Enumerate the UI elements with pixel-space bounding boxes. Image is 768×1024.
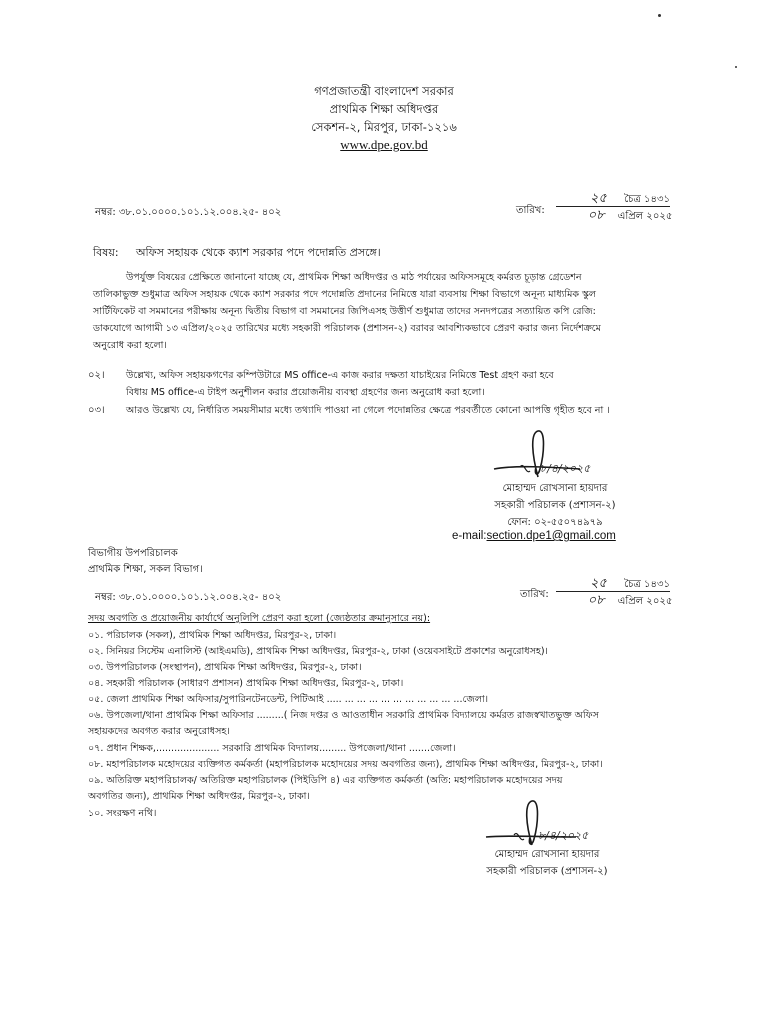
copy-item: ০২. সিনিয়র সিস্টেম এনালিস্ট (আইএমডি), প্রাথমিক শিক্ষা অধিদপ্তর, মিরপুর-২, ঢাকা (ওয়েবসাইটে প্রকাশের অনুরোধসহ)।: [88, 646, 548, 657]
signatory-name-copy: মোহাম্মদ রোখসানা হায়দার: [494, 849, 600, 860]
website-link[interactable]: www.dpe.gov.bd: [340, 137, 428, 152]
memo-number-copy: নম্বর: ৩৮.০১.০০০০.১০১.১২.০০৪.২৫- ৪০২: [95, 592, 282, 603]
item-number: ০২।: [88, 370, 105, 381]
para-line: অনুরোধ করা হলো।: [93, 340, 167, 351]
date-label-copy: তারিখ:: [520, 589, 549, 600]
subject-text: অফিস সহায়ক থেকে ক্যাশ সরকার পদে পদোন্নতি প্রসঙ্গে।: [136, 246, 381, 259]
recipient-line-2: প্রাথমিক শিক্ষা, সকল বিভাগ।: [88, 564, 203, 575]
office-address: সেকশন-২, মিরপুর, ঢাকা-১২১৬: [311, 120, 457, 134]
copy-item: ০৮. মহাপরিচালক মহোদয়ের ব্যক্তিগত কর্মকর্তা (মহাপরিচালক মহোদয়ের সদয় অবগতির জন্য), প্রাথমিক শিক্ষা অধিদপ্তর, মিরপুর-২, ঢাকা।: [88, 759, 603, 770]
item-3-line-1: আরও উল্লেখ্য যে, নির্ধারিত সময়সীমার মধ্যে তথ্যাদি পাওয়া না গেলে পদোন্নতির ক্ষেত্রে পরবর্তীতে কোনো আপত্তি গৃহীত হবে না ।: [126, 405, 610, 416]
date-month-english: এপ্রিল ২০২৫: [617, 211, 673, 222]
govt-title: গণপ্রজাতন্ত্রী বাংলাদেশ সরকার: [314, 84, 454, 98]
date-month-bengali: চৈত্র ১৪৩১: [624, 194, 670, 205]
subject-label: বিষয়:: [93, 246, 119, 259]
email-label: e-mail:: [452, 530, 487, 542]
recipient-line-1: বিভাগীয় উপপরিচালক: [88, 548, 178, 559]
para-line: সার্টিফিকেট বা সমমানের পরীক্ষায় অনূন্য দ্বিতীয় বিভাগ বা সমমানের জিপিএসহ উত্তীর্ণ শুধুমাত্র তাদের সনদপত্রের সত্যায়িত কপি রেজি:: [93, 306, 596, 317]
date-label: তারিখ:: [516, 205, 545, 216]
copy-item: ০৭. প্রধান শিক্ষক,..................... সরকারি প্রাথমিক বিদ্যালয়......... উপজেলা/থানা .......জেলা।: [88, 743, 456, 754]
copy-item: ১০. সংরক্ষণ নথি।: [88, 808, 157, 819]
date-day-english: ০৮: [587, 208, 605, 223]
handwritten-signature-copy: [476, 795, 596, 855]
para-line: উপর্যুক্ত বিষয়ের প্রেক্ষিতে জানানো যাচ্ছে যে, প্রাথমিক শিক্ষা অধিদপ্তর ও মাঠ পর্যায়ের অফিসসমূহে কর্মরত চূড়ান্ত গ্রেডেশন: [126, 272, 582, 283]
copy-item: অবগতির জন্য), প্রাথমিক শিক্ষা অধিদপ্তর, মিরপুর-২, ঢাকা।: [88, 791, 310, 802]
email-line: [452, 530, 616, 542]
signatory-name: মোহাম্মদ রোখসানা হায়দার: [502, 483, 608, 494]
copy-item: ০৪. সহকারী পরিচালক (সাধারণ প্রশাসন) প্রাথমিক শিক্ষা অধিদপ্তর, মিরপুর-২, ঢাকা।: [88, 678, 404, 689]
scan-speck: [658, 14, 661, 17]
scan-speck: [735, 66, 737, 68]
para-line: তালিকাভুক্ত শুধুমাত্র অফিস সহায়ক থেকে ক্যাশ সরকার পদে পদোন্নতি প্রদানের নিমিত্তে যারা ব্যবসায় শিক্ষা বিভাগে অনূন্য মাধ্যমিক স্কুল: [93, 289, 596, 300]
email-link[interactable]: section.dpe1@gmail.com: [486, 530, 616, 542]
date-day-bengali: ২৫: [589, 576, 607, 591]
item-2-line-1: উল্লেখ্য, অফিস সহায়কগণের কম্পিউটারে MS office-এ কাজ করার দক্ষতা যাচাইয়ের নিমিত্তে Test গ্রহণ করা হবে: [126, 370, 554, 381]
copy-item: ০৬. উপজেলা/থানা প্রাথমিক শিক্ষা অফিসার .........( নিজ দপ্তর ও আওতাধীন সরকারি প্রাথমিক বিদ্যালয়ে কর্মরত রাজস্বখাতভুক্ত অফিস: [88, 710, 599, 721]
copy-item: ০৯. অতিরিক্ত মহাপরিচালক/ অতিরিক্ত মহাপরিচালক (পিইডিপি ৪) এর ব্যক্তিগত কর্মকর্তা (অতি: মহাপরিচালক মহোদয়ের সদয়: [88, 775, 563, 786]
copy-item: ০৩. উপপরিচালক (সংস্থাপন), প্রাথমিক শিক্ষা অধিদপ্তর, মিরপুর-২, ঢাকা।: [88, 662, 362, 673]
date-month-bengali: চৈত্র ১৪৩১: [624, 579, 670, 590]
date-day-bengali: ২৫: [589, 191, 607, 206]
item-2-line-2: বিধায় MS office-এ টাইপ অনুশীলন করার প্রয়োজনীয় ব্যবস্থা গ্রহণের জন্য অনুরোধ করা হলো।: [126, 387, 485, 398]
copy-item: ০১. পরিচালক (সকল), প্রাথমিক শিক্ষা অধিদপ্তর, মিরপুর-২, ঢাকা।: [88, 630, 337, 641]
memo-number: নম্বর: ৩৮.০১.০০০০.১০১.১২.০০৪.২৫- ৪০২: [95, 207, 282, 218]
date-month-english: এপ্রিল ২০২৫: [617, 596, 673, 607]
signature-date-copy: ৮/৪/২০২৫: [538, 829, 589, 842]
copy-item: সহায়কদের অবগত করার অনুরোধসহ।: [88, 726, 230, 737]
copies-heading: সদয় অবগতি ও প্রয়োজনীয় কার্যার্থে অনুলিপি প্রেরণ করা হলো (জ্যেষ্ঠতার ক্রমানুসারে নয়):: [88, 613, 431, 624]
department-title: প্রাথমিক শিক্ষা অধিদপ্তর: [329, 102, 439, 116]
signatory-phone: ফোন: ০২-৫৫০৭৪৯৭৯: [507, 517, 603, 528]
copy-item: ০৫. জেলা প্রাথমিক শিক্ষা অফিসার/সুপারিনটেনডেন্ট, পিটিআই ..... ... ... ... ... ... ... ... ... ... ...জেলা।: [88, 694, 489, 705]
item-number: ০৩।: [88, 405, 105, 416]
para-line: ডাকযোগে আগামী ১৩ এপ্রিল/২০২৫ তারিখের মধ্যে সহকারী পরিচালক (প্রশাসন-২) বরাবর আবশ্যিকভাবে প্রেরণ করার জন্য নির্দেশক্রমে: [93, 323, 601, 334]
signatory-designation-copy: সহকারী পরিচালক (প্রশাসন-২): [486, 866, 608, 877]
date-day-english: ০৮: [587, 593, 605, 608]
signatory-designation: সহকারী পরিচালক (প্রশাসন-২): [494, 500, 616, 511]
signature-date: ৮/৪/২০২৫: [540, 462, 591, 475]
